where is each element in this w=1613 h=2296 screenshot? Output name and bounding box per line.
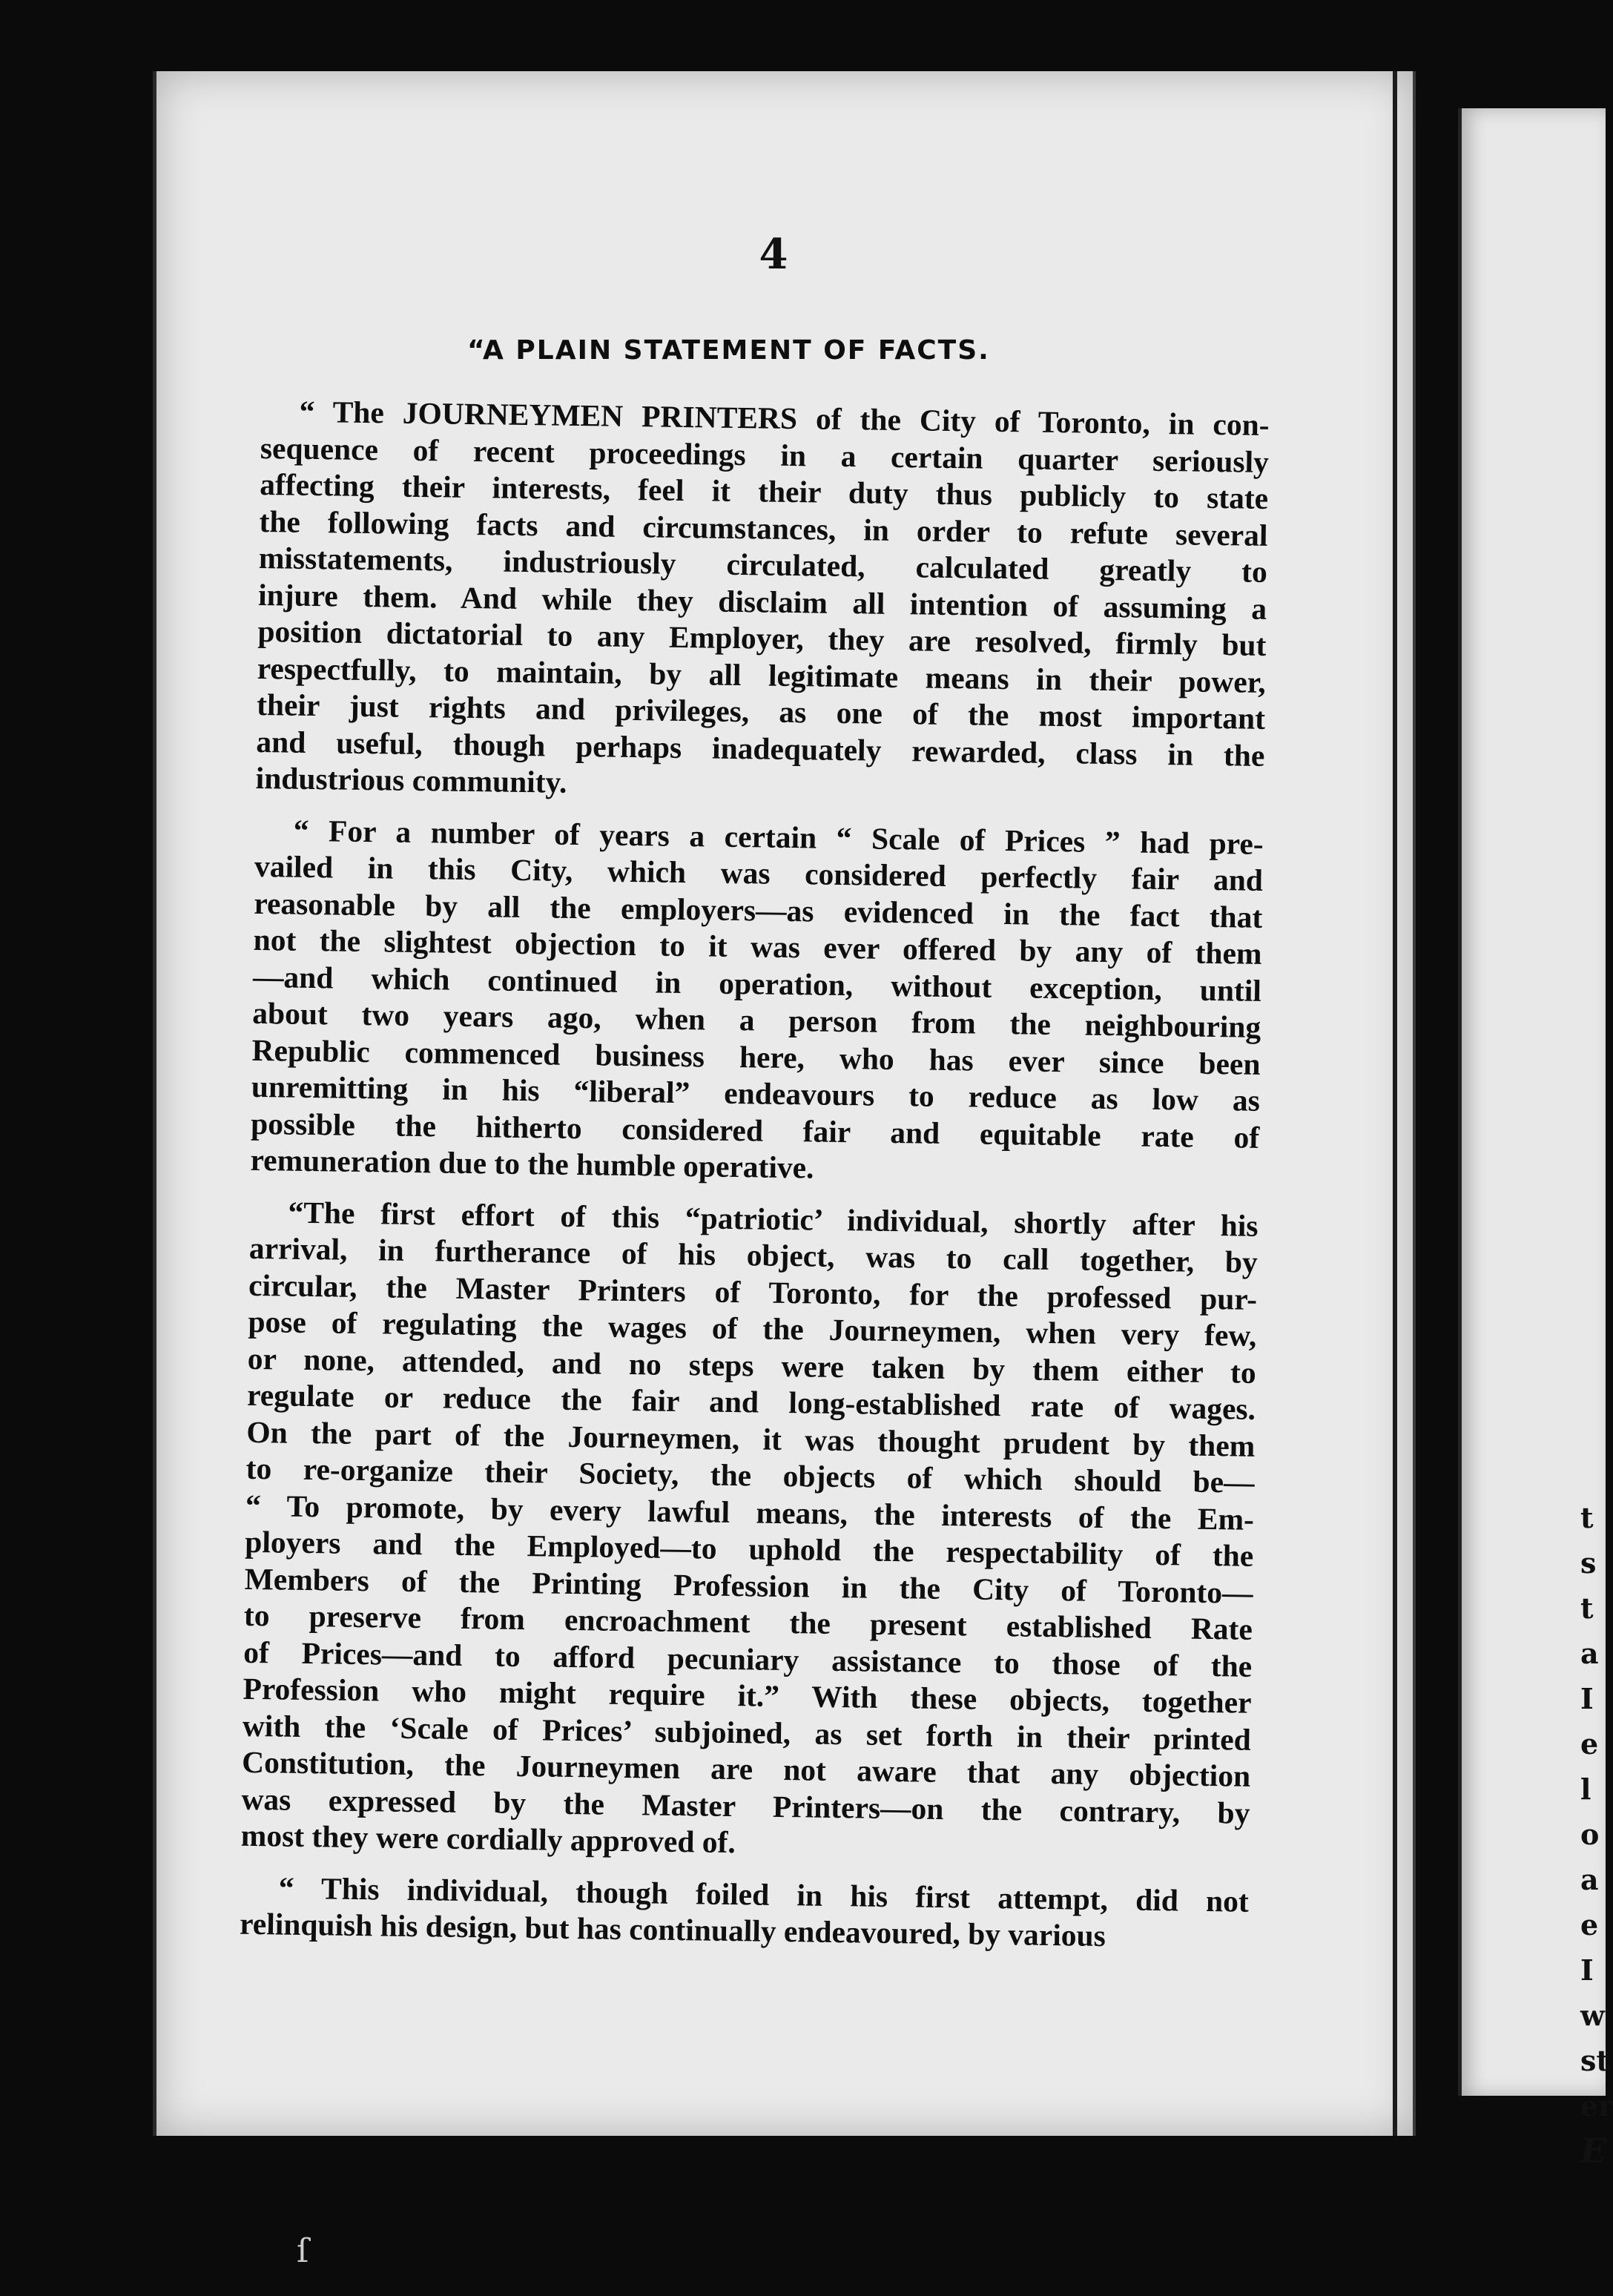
text-line: “ For a number of years a certain “ Scale of Prices ” had pre- [293, 813, 1264, 861]
page-gutter-shadow [1393, 71, 1397, 2136]
text-line: not the slightest objection to it was ever offered by any of them [253, 922, 1262, 971]
text-line: injure them. And while they disclaim all intention of assuming a [257, 577, 1267, 626]
text-line: unremitting in his “liberal” endeavours to reduce as low as [251, 1069, 1261, 1118]
facing-page-letter: e [1580, 1908, 1599, 1942]
text-line: “ This individual, though foiled in his first attempt, did not [278, 1870, 1250, 1919]
text-line: Members of the Printing Profession in the City of Toronto— [244, 1561, 1253, 1610]
facing-page-letter: E [1580, 2131, 1607, 2171]
text-line: circular, the Master Printers of Toronto, for the professed pur- [248, 1267, 1258, 1316]
facing-page-letter: s [1580, 1546, 1597, 1580]
text-line: On the part of the Journeymen, it was thought prudent by them [246, 1414, 1256, 1463]
text-line: possible the hitherto considered fair and equitable rate of [250, 1106, 1260, 1155]
text-line: of Prices—and to afford pecuniary assistance to those of the [243, 1634, 1253, 1683]
text-line: pose of regulating the wages of the Journeymen, when very few, [248, 1304, 1257, 1353]
scan-mark: ſ [297, 2232, 309, 2270]
facing-page-letter: w [1580, 1999, 1605, 2032]
text-line: to preserve from encroachment the present established Rate [243, 1597, 1253, 1646]
facing-page-text [1580, 1495, 1613, 2174]
text-line: —and which continued in operation, without exception, until [252, 959, 1262, 1008]
text-line: was expressed by the Master Printers—on the contrary, by [241, 1781, 1250, 1830]
text-line: industrious community. [255, 760, 567, 799]
text-line: affecting their interests, feel it their duty thus publicly to state [259, 466, 1269, 515]
text-line: “ The JOURNEYMEN PRINTERS of the City of Toronto, in con- [299, 394, 1270, 442]
page-title: “A PLAIN STATEMENT OF FACTS. [467, 335, 990, 366]
facing-page-letter: l [1580, 1772, 1591, 1806]
facing-page-letter: t [1580, 1591, 1594, 1625]
text-line: regulate or reduce the fair and long-established rate of wages. [246, 1377, 1256, 1426]
text-line: Profession who might require it.” With these objects, together [243, 1671, 1252, 1720]
text-line: the following facts and circumstances, in order to refute several [259, 504, 1268, 552]
text-line: Republic commenced business here, who has ever since been [251, 1032, 1261, 1081]
text-line: “ To promote, by every lawful means, the interests of the Em- [245, 1488, 1255, 1537]
facing-page-letter: o [1580, 1818, 1600, 1851]
facing-page-letter: a [1580, 1863, 1599, 1896]
text-line: about two years ago, when a person from the neighbouring [252, 995, 1261, 1044]
text-line: Constitution, the Journeymen are not aware that any objection [241, 1744, 1251, 1793]
facing-page [1458, 108, 1613, 2171]
text-line: misstatements, industriously circulated, calculated greatly to [258, 540, 1268, 589]
text-line: arrival, in furtherance of his object, was to call together, by [248, 1230, 1259, 1279]
facing-page-letter: I [1580, 1682, 1594, 1715]
page-number: 4 [759, 230, 788, 279]
paragraph [255, 393, 1269, 811]
text-line: “The first effort of this “patriotic’ individual, shortly after his [288, 1195, 1259, 1243]
text-line: or none, attended, and no steps were taken by them either to [247, 1341, 1257, 1390]
text-line: respectfully, to maintain, by all legitimate means in their power, [257, 650, 1267, 699]
paragraph [240, 1193, 1258, 1868]
facing-page-letter: st [1580, 2044, 1609, 2077]
paragraph [240, 1869, 1249, 1956]
text-line: their just rights and privileges, as one of the most important [256, 687, 1266, 736]
text-line: sequence of recent proceedings in a certain quarter seriously [260, 430, 1270, 479]
text-line: most they were cordially approved of. [240, 1818, 736, 1860]
text-line: reasonable by all the employers—as evidenced in the fact that [254, 885, 1263, 934]
facing-page-letter: e [1580, 1727, 1599, 1761]
text-line: with the ‘Scale of Prices’ subjoined, as set forth in their printed [242, 1708, 1252, 1757]
text-line: vailed in this City, which was considered perfectly fair and [254, 848, 1264, 897]
text-line: relinquish his design, but has continually endeavoured, by various [239, 1906, 1106, 1953]
text-line: position dictatorial to any Employer, they are resolved, firmly but [257, 613, 1267, 662]
text-line: and useful, though perhaps inadequately rewarded, class in the [256, 724, 1265, 773]
article-body [240, 393, 1270, 1971]
facing-page-letter: a [1580, 1637, 1599, 1670]
text-line: ployers and the Employed—to uphold the respectability of the [245, 1524, 1254, 1573]
text-line: remuneration due to the humble operative. [250, 1142, 814, 1185]
paragraph [250, 811, 1264, 1192]
facing-page-letter: t [1580, 1501, 1594, 1534]
facing-page-letter: er [1580, 2089, 1613, 2122]
facing-page-letter: I [1580, 1953, 1594, 1987]
text-line: to re-organize their Society, the objects of which should be— [245, 1451, 1255, 1500]
